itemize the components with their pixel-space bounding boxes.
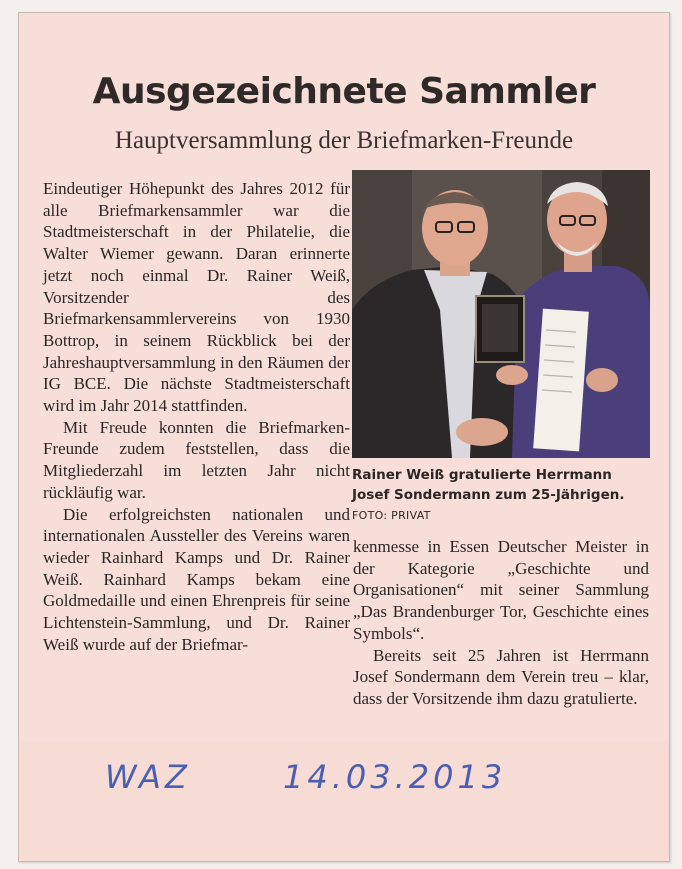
photo [352, 170, 650, 458]
paragraph-4: kenmesse in Essen Deutscher Meister in der Kategorie „Geschichte und Organisationen“ mit seiner Sammlung „Das Brandenburger Tor, Geschichte eines Symbols“. [353, 537, 649, 643]
paragraph-1: Eindeutiger Höhepunkt des Jahres 2012 für alle Briefmarkensammler war die Stadtmeisterschaft in der Philatelie, die Walter Wiemer gewann. Daran erinnerte jetzt noch einmal Dr. Rainer Weiß, Vorsitzender des Briefmarkensammlervereins von 1930 Bottrop, in seinem Rückblick bei der Jahreshauptversammlung in den Räumen der IG BCE. Die nächste Stadtmeisterschaft wird im Jahr 2014 stattfinden. [43, 179, 350, 416]
headline: Ausgezeichnete Sammler [92, 71, 596, 112]
photo-illustration [352, 170, 650, 458]
paragraph-2: Mit Freude konnten die Briefmarken-Freunde zudem feststellen, dass die Mitgliederzahl im letzten Jahr nicht rückläufig war. [43, 417, 350, 502]
article-area [19, 13, 669, 741]
article-column-right [353, 536, 649, 710]
photo-caption [352, 465, 652, 526]
handwritten-source: WAZ [105, 758, 191, 796]
paragraph-3: Die erfolgreichsten nationalen und internationalen Aussteller des Vereins waren wieder Rainhard Kamps und Dr. Rainer Weiß. Rainhard Kamps bekam eine Goldmedaille und einen Ehrenpreis für seine Lichtenstein-Sammlung, und Dr. Rainer Weiß wurde auf der Briefmar- [43, 504, 350, 654]
paragraph-5: Bereits seit 25 Jahren ist Herrmann Josef Sondermann dem Verein treu – klar, dass der Vorsitzende ihm dazu gratulierte. [353, 645, 649, 708]
subheadline: Hauptversammlung der Briefmarken-Freunde [114, 127, 574, 154]
photo-credit: FOTO: PRIVAT [352, 509, 431, 522]
handwritten-date: 14.03.2013 [283, 758, 507, 796]
newspaper-clipping [18, 12, 670, 862]
caption-text: Rainer Weiß gratulierte Herrmann Josef Sondermann zum 25-Jährigen. [352, 467, 625, 503]
article-column-left [43, 178, 350, 655]
